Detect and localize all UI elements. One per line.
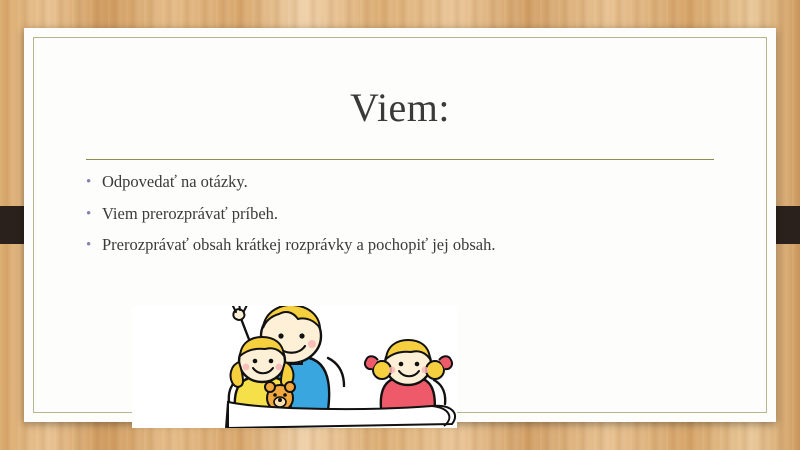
bullet-text: Prerozprávať obsah krátkej rozprávky a pochopiť jej obsah. bbox=[102, 235, 496, 255]
list-item bbox=[86, 204, 726, 225]
bullet-dot-icon: • bbox=[86, 237, 92, 254]
bullet-list bbox=[86, 172, 726, 267]
slide-image-children-clipart bbox=[132, 306, 457, 428]
list-item bbox=[86, 235, 726, 256]
slide-title: Viem: bbox=[349, 85, 451, 130]
presentation-slide bbox=[24, 28, 776, 422]
bullet-text: Odpovedať na otázky. bbox=[102, 172, 248, 191]
title-divider-line bbox=[86, 159, 714, 160]
bullet-text: Viem prerozprávať príbeh. bbox=[102, 203, 279, 223]
bullet-dot-icon: • bbox=[86, 174, 92, 190]
list-item bbox=[86, 172, 726, 193]
bullet-dot-icon: • bbox=[86, 205, 92, 222]
